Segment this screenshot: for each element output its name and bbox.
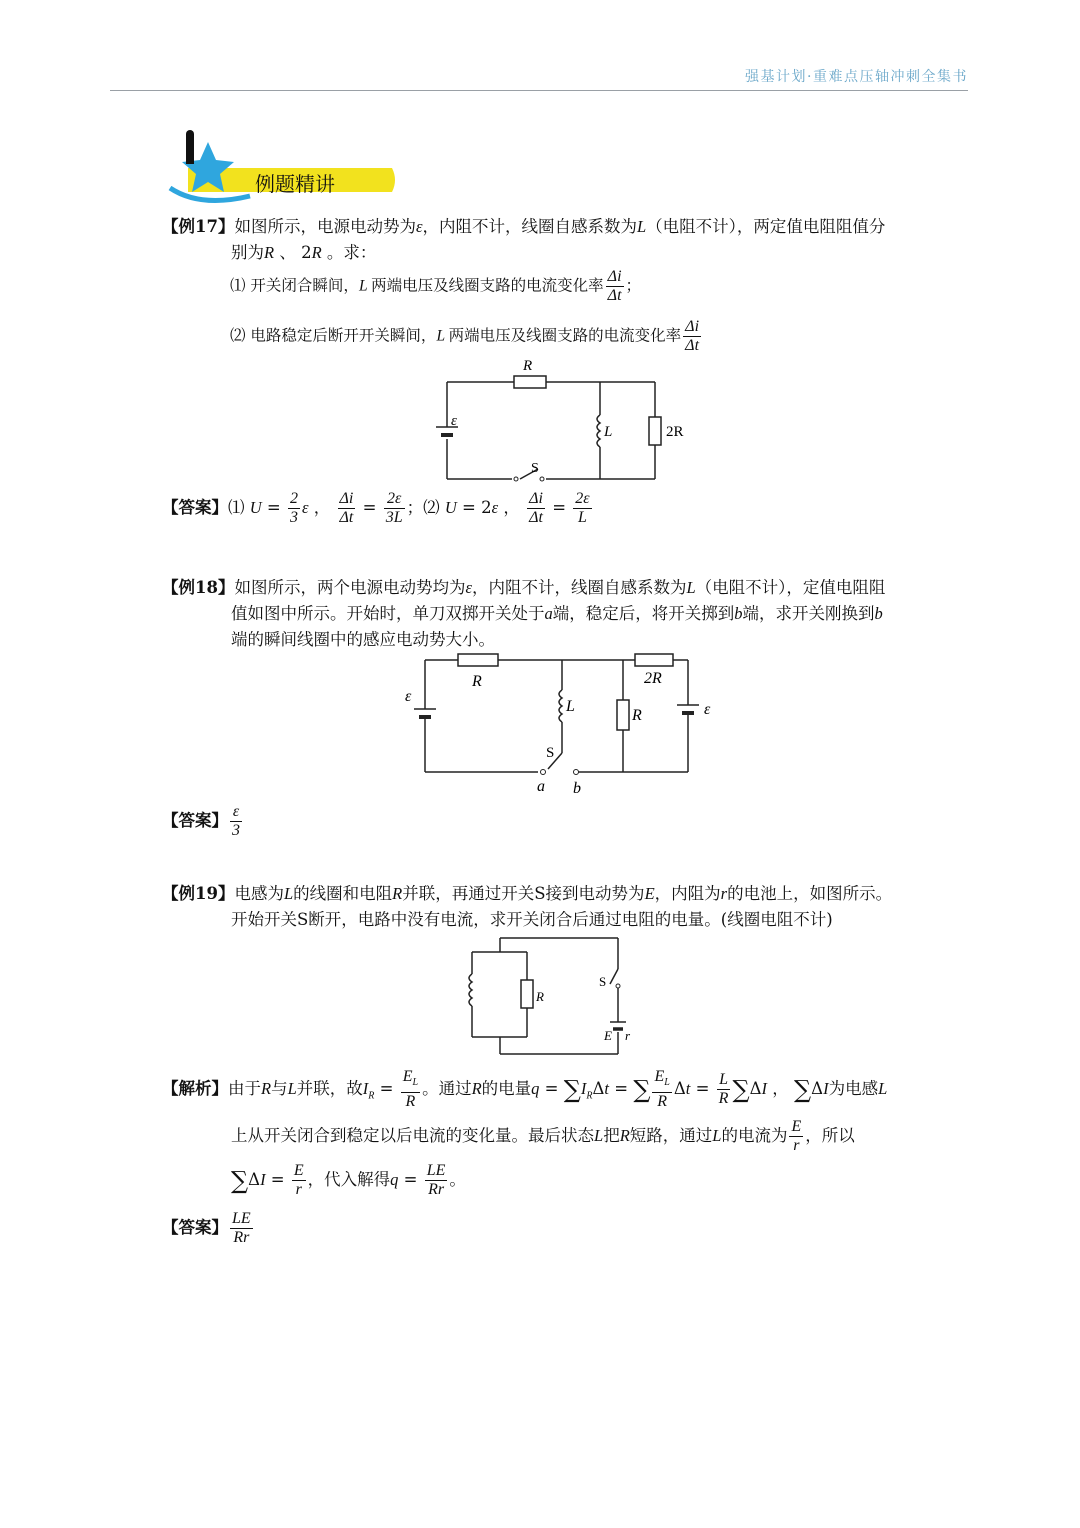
- fig17-label-2R: 2R: [666, 424, 684, 440]
- ex19-answer: 【答案】 $\frac{LE}{Rr}$: [162, 1210, 251, 1246]
- fig19-label-E: E: [604, 1028, 612, 1043]
- fig18-label-S: S: [546, 745, 555, 761]
- fig19-label-R: R: [536, 989, 544, 1004]
- ex19-analysis-line3: ∑ΔI = $\frac{E}{r}$ ，代入解得q = $\frac{LE}{Rr}$ 。: [231, 1162, 466, 1198]
- ex17-circuit: [430, 355, 700, 487]
- ex19-label: 【例19】: [162, 884, 235, 903]
- ex18-stem: 【例18】如图所示，两个电源电动势均为ε，内阻不计，线圈自感系数为L（电阻不计），定值电阻阻 值如图中所示。开始时，单刀双掷开关处于a端，稳定后，将开关掷到b端，求开关刚换到b 端的瞬间线圈中的感应电动势大小。: [162, 578, 886, 649]
- ex19-analysis-line2: 上从开关闭合到稳定以后电流的变化量。最后状态L把R短路，通过L的电流为 $\frac{E}{r}$ ，所以: [231, 1118, 855, 1154]
- fig18-label-emf-left: ε: [405, 688, 412, 705]
- ex18-answer: 【答案】 $\frac{\varepsilon}{3}$: [162, 803, 240, 839]
- ex17-q1: ⑴ 开关闭合瞬间，L 两端电压及线圈支路的电流变化率 $\frac{\Delta i}{\Delta t}$ ；: [230, 268, 642, 304]
- ex19-circuit: [460, 934, 640, 1058]
- ex17-q2: ⑵ 电路稳定后断开开关瞬间，L 两端电压及线圈支路的电流变化率 $\frac{\Delta i}{\Delta t}$: [230, 318, 700, 354]
- ex19-analysis: 【解析】由于R与L并联，故$I_R$ = $\frac{E_L}{R}$ 。通过R的电量$q = \sum I_R\Delta t$ = ∑ $\frac{E_L}{R}$ Δt = $\frac{L}{R}$ ∑ΔI ， ∑ΔI为电感L: [162, 1068, 888, 1111]
- fig17-label-R: R: [523, 358, 533, 374]
- fig17-label-emf: ε: [451, 413, 457, 429]
- banner-title: 例题精讲: [255, 172, 335, 196]
- fig18-label-emf-right: ε: [704, 701, 711, 718]
- ex18-circuit: [400, 645, 720, 797]
- header-divider: [110, 90, 968, 91]
- ex17-stem: 【例17】如图所示，电源电动势为ε，内阻不计，线圈自感系数为L（电阻不计），两定值电阻阻值分 别为R 、 2R 。求：: [162, 217, 886, 262]
- fig18-label-b: b: [573, 780, 581, 797]
- fig18-label-L: L: [566, 698, 575, 715]
- fig17-label-L: L: [604, 424, 613, 440]
- ex19-stem: 【例19】电感为L的线圈和电阻R并联，再通过开关S接到电动势为E，内阻为r的电池上，如图所示。 开始开关S断开，电路中没有电流，求开关闭合后通过电阻的电量。(线圈电阻不计): [162, 884, 893, 929]
- fig18-label-R-top: R: [472, 673, 482, 690]
- ex17-answer: 【答案】⑴ U = $\frac{2}{3}$ ε ， $\frac{\Delta i}{\Delta t}$ = $\frac{2\varepsilon}{3L}$ ；⑵ U = 2ε ， $\frac{\Delta i}{\Delta t}$ = $\frac{2\varepsilon}{L}$: [162, 490, 590, 526]
- fig18-label-a: a: [537, 778, 545, 795]
- ex17-label: 【例17】: [162, 217, 235, 236]
- header-title: 强基计划·重难点压轴冲刺全集书: [745, 69, 968, 85]
- ex19-analysis-label: 【解析】: [162, 1079, 228, 1099]
- fig18-label-2R: 2R: [644, 670, 662, 687]
- fig19-label-r: r: [625, 1028, 631, 1043]
- fig18-label-R-mid: R: [632, 707, 642, 724]
- person-silhouette-icon: [186, 134, 194, 164]
- ex18-label: 【例18】: [162, 578, 235, 597]
- fig17-label-S: S: [531, 461, 539, 476]
- fig19-label-S: S: [599, 974, 607, 989]
